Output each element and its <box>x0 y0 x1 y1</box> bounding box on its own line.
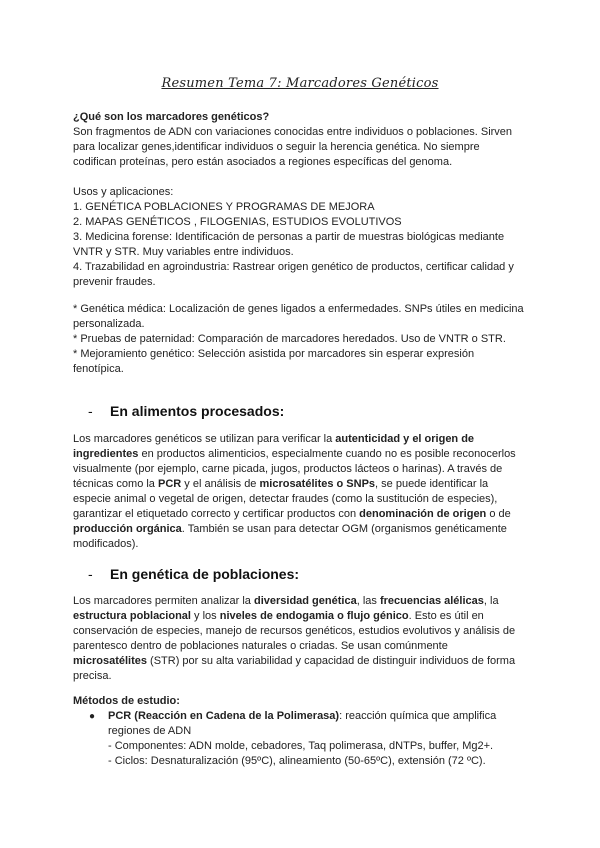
text: y los <box>190 610 220 622</box>
text: o de <box>486 508 511 520</box>
uses-line: 4. Trazabilidad en agroindustria: Rastrear origen genético de productos, certificar calidad y <box>73 261 514 273</box>
bullet-icon: ● <box>89 711 96 722</box>
paragraph-line <box>73 477 533 492</box>
text: especie animal o vegetal de origen, detectar fraudes (como la sustitución de especies), <box>73 493 498 505</box>
bold-text: microsatélites <box>73 655 147 667</box>
text: Los marcadores genéticos se utilizan para verificar la <box>73 433 336 445</box>
intro-question: ¿Qué son los marcadores genéticos? <box>73 111 270 123</box>
methods-heading-block <box>73 694 533 709</box>
heading-text: En alimentos procesados: <box>110 403 285 419</box>
section-heading-food <box>88 404 284 419</box>
populations-paragraph <box>73 594 533 684</box>
uses-line: 1. GENÉTICA POBLACIONES Y PROGRAMAS DE MEJORA <box>73 201 375 213</box>
bold-text: producción orgánica <box>73 523 182 535</box>
text: . También se usan para detectar OGM (organismos genéticamente <box>181 523 507 535</box>
note-line: * Mejoramiento genético: Selección asistida por marcadores sin esperar expresión <box>73 348 475 360</box>
intro-line: Son fragmentos de ADN con variaciones conocidas entre individuos o poblaciones. Sirven <box>73 126 513 138</box>
heading-text: En genética de poblaciones: <box>110 566 300 582</box>
bold-text: ingredientes <box>73 448 139 460</box>
text: , la <box>483 595 499 607</box>
text: , se puede identificar la <box>375 478 489 490</box>
bold-text: estructura poblacional <box>73 610 191 622</box>
bold-text: diversidad genética <box>253 595 357 607</box>
intro-line: codifican proteínas, pero están asociados a regiones específicas del genoma. <box>73 156 453 168</box>
dash-marker: - <box>88 403 93 419</box>
paragraph-line <box>73 669 533 684</box>
text: Los marcadores permiten analizar la <box>73 595 254 607</box>
paragraph-line <box>73 522 533 537</box>
text: (STR) por su alta variabilidad y capacidad de distinguir individuos de forma <box>146 655 516 667</box>
uses-line: 2. MAPAS GENÉTICOS , FILOGENIAS, ESTUDIOS EVOLUTIVOS <box>73 216 402 228</box>
pcr-title: PCR (Reacción en Cadena de la Polimerasa) <box>108 710 340 722</box>
food-paragraph <box>73 432 533 552</box>
bold-text: frecuencias alélicas <box>379 595 484 607</box>
text: visualmente (por ejemplo, carne picada, jugos, productos lácteos o harinas). A través de <box>73 463 503 475</box>
note-line: fenotípica. <box>73 363 124 375</box>
paragraph-line <box>73 447 533 462</box>
bold-text: autenticidad y el origen de <box>335 433 475 445</box>
section-heading-populations <box>88 567 299 582</box>
bold-text: microsatélites o SNPs <box>259 478 376 490</box>
paragraph-line <box>73 492 533 507</box>
text: y el análisis de <box>181 478 260 490</box>
text: técnicas como la <box>73 478 158 490</box>
methods-heading: Métodos de estudio: <box>73 695 180 707</box>
text: , las <box>356 595 380 607</box>
text: precisa. <box>73 670 112 682</box>
page-title: Resumen Tema 7: Marcadores Genéticos <box>161 76 439 91</box>
note-line: * Pruebas de paternidad: Comparación de marcadores heredados. Uso de VNTR o STR. <box>73 333 506 345</box>
text: . Esto es útil en <box>408 610 484 622</box>
text: garantizar el etiquetado correcto y certificar productos con <box>73 508 360 520</box>
text: parentesco dentro de poblaciones naturales o criadas. Se usan comúnmente <box>73 640 448 652</box>
text: modificados). <box>73 538 139 550</box>
paragraph-line <box>73 639 533 654</box>
pcr-line: - Componentes: ADN molde, cebadores, Taq polimerasa, dNTPs, buffer, Mg2+. <box>108 740 494 752</box>
intro-line: para localizar genes,identificar individuos o seguir la herencia genética. No siempre <box>73 141 480 153</box>
bold-text: PCR <box>157 478 182 490</box>
paragraph-line <box>73 594 533 609</box>
uses-line: VNTR y STR. Muy variables entre individuos. <box>73 246 294 258</box>
paragraph-line <box>73 462 533 477</box>
pcr-line: - Ciclos: Desnaturalización (95ºC), alineamiento (50-65ºC), extensión (72 ºC). <box>108 755 486 767</box>
note-line: personalizada. <box>73 318 145 330</box>
uses-heading: Usos y aplicaciones: <box>73 186 174 198</box>
paragraph-line <box>73 507 533 522</box>
text: en productos alimenticios, especialmente cuando no es posible reconocerlos <box>138 448 516 460</box>
notes-section <box>73 302 533 377</box>
bold-text: niveles de endogamia o flujo génico <box>219 610 409 622</box>
bold-text: denominación de origen <box>359 508 487 520</box>
paragraph-line <box>73 432 533 447</box>
uses-line: 3. Medicina forense: Identificación de personas a partir de muestras biológicas mediante <box>73 231 505 243</box>
paragraph-line <box>73 609 533 624</box>
dash-marker: - <box>88 566 93 582</box>
paragraph-line <box>73 537 533 552</box>
uses-section <box>73 185 533 290</box>
text: conservación de especies, manejo de recursos genéticos, estudios evolutivos y análisis de <box>73 625 516 637</box>
uses-line: prevenir fraudes. <box>73 276 156 288</box>
paragraph-line <box>73 654 533 669</box>
intro-section <box>73 110 533 170</box>
pcr-line: regiones de ADN <box>108 725 192 737</box>
paragraph-line <box>73 624 533 639</box>
pcr-description: : reacción química que amplifica <box>339 710 497 722</box>
note-line: * Genética médica: Localización de genes ligados a enfermedades. SNPs útiles en medicina <box>73 303 524 315</box>
